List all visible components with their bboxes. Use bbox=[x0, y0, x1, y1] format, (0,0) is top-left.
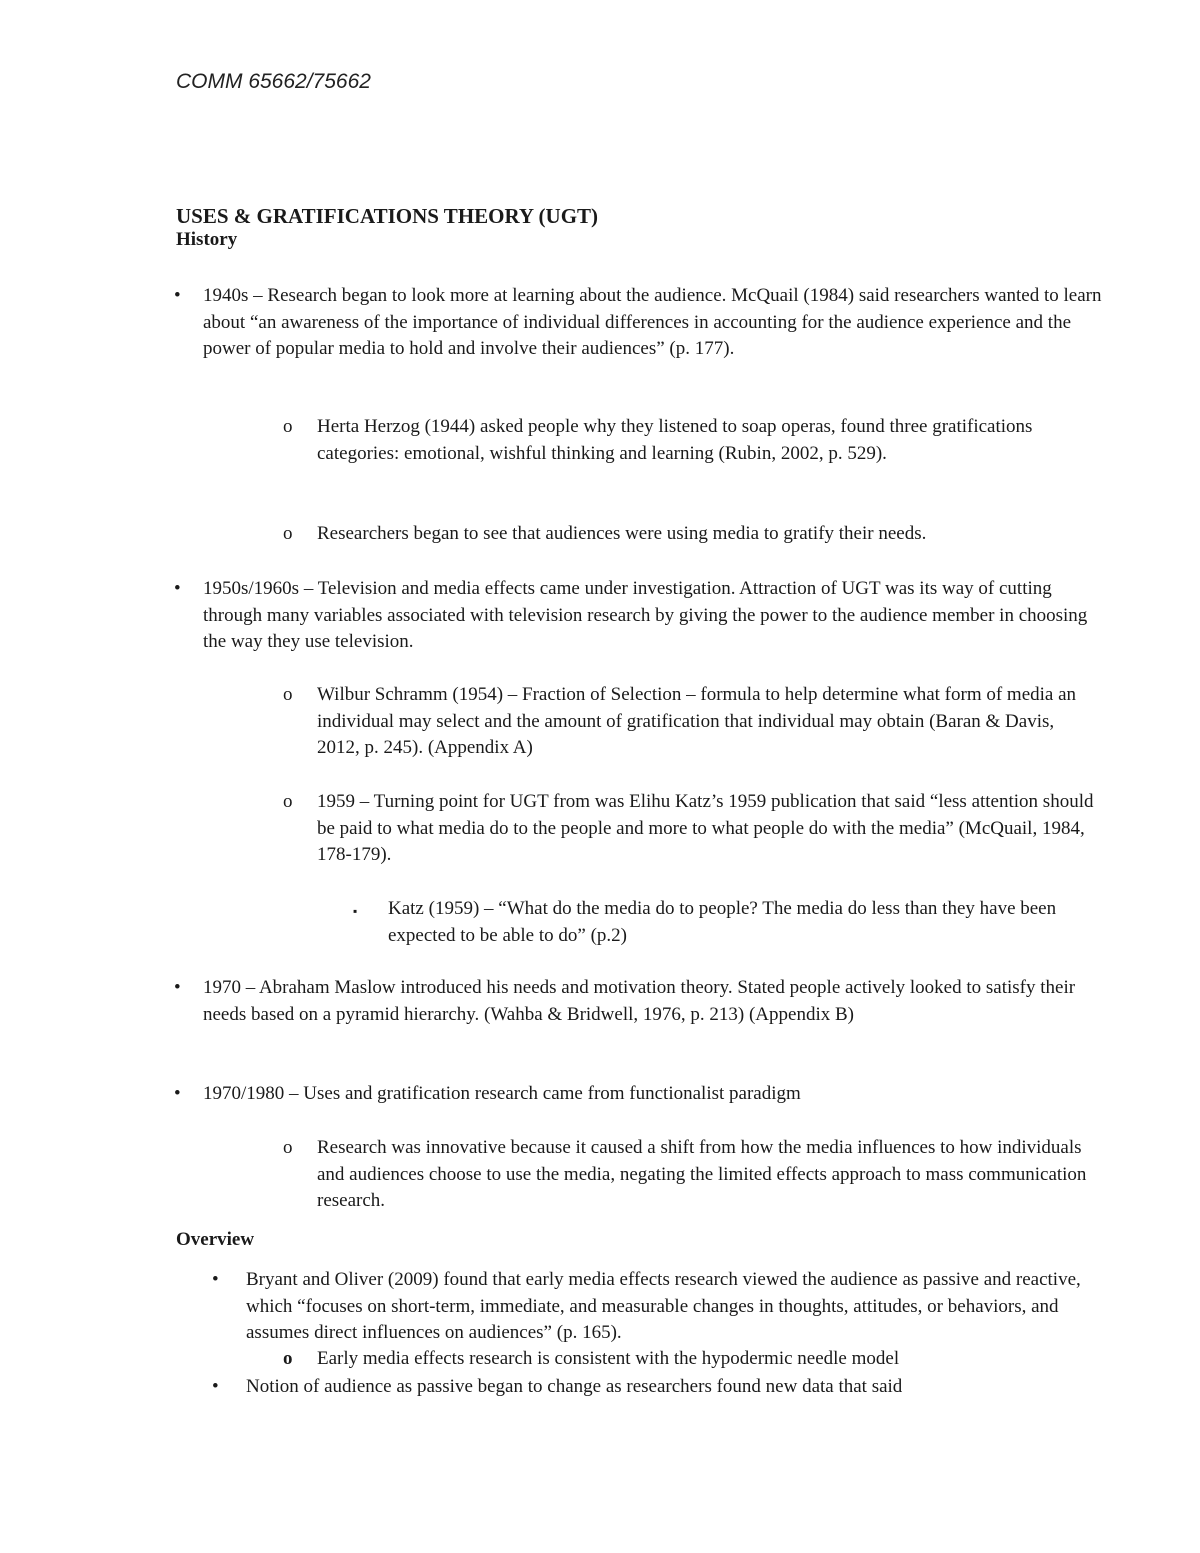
bullet-marker: • bbox=[212, 1376, 219, 1397]
list-item: Notion of audience as passive began to change as researchers found new data that said bbox=[246, 1376, 903, 1397]
list-item: Researchers began to see that audiences were using media to gratify their needs. bbox=[317, 523, 927, 544]
list-item: 1940s – Research began to look more at learning about the audience. McQuail (1984) said researchers wanted to learn about “an awareness of the importance of individual differences in accounting for the audience experience and the power of popular media to hold and involve their audiences” (p. 177). bbox=[203, 285, 1102, 359]
sub-bullet-marker: o bbox=[283, 1137, 293, 1158]
list-item: Katz (1959) – “What do the media do to people? The media do less than they have been expected to be able to do” (p.2) bbox=[388, 898, 1057, 946]
sub-bullet-marker: o bbox=[283, 791, 293, 812]
bullet-marker: • bbox=[212, 1269, 219, 1290]
sub-bullet-marker: o bbox=[283, 523, 293, 544]
list-item: 1970 – Abraham Maslow introduced his needs and motivation theory. Stated people actively looked to satisfy their needs based on a pyramid hierarchy. (Wahba & Bridwell, 1976, p. 213) (Appendix B) bbox=[203, 977, 1076, 1025]
list-item: Herta Herzog (1944) asked people why they listened to soap operas, found three gratifications categories: emotional, wishful thinking and learning (Rubin, 2002, p. 529). bbox=[317, 416, 1033, 464]
list-item: Bryant and Oliver (2009) found that early media effects research viewed the audience as passive and reactive, which “focuses on short-term, immediate, and measurable changes in thoughts, attitudes, or behaviors, and assumes direct influences on audiences” (p. 165). bbox=[246, 1269, 1081, 1343]
list-item: 1950s/1960s – Television and media effects came under investigation. Attraction of UGT was its way of cutting through many variables associated with television research by giving the power to the audience member in choosing the way they use television. bbox=[203, 578, 1088, 652]
list-item: Early media effects research is consistent with the hypodermic needle model bbox=[317, 1348, 900, 1369]
bullet-marker: • bbox=[174, 285, 181, 306]
sub-bullet-marker: o bbox=[283, 416, 293, 437]
bullet-marker: • bbox=[174, 578, 181, 599]
course-header: COMM 65662/75662 bbox=[176, 70, 371, 93]
bullet-marker: • bbox=[174, 1083, 181, 1104]
sub-bullet-marker: o bbox=[283, 684, 293, 705]
list-item: Wilbur Schramm (1954) – Fraction of Selection – formula to help determine what form of media an individual may select and the amount of gratification that individual may obtain (Baran & Davis, 2012, p. 245). (Appendix A) bbox=[317, 684, 1077, 758]
list-item: 1970/1980 – Uses and gratification research came from functionalist paradigm bbox=[203, 1083, 801, 1104]
document-title: USES & GRATIFICATIONS THEORY (UGT) bbox=[176, 204, 599, 228]
list-item: 1959 – Turning point for UGT from was Elihu Katz’s 1959 publication that said “less attention should be paid to what media do to the people and more to what people do with the media” (McQuail, 1984, 178-179). bbox=[317, 791, 1094, 865]
sub-sub-bullet-marker: ▪ bbox=[353, 904, 358, 918]
list-item: Research was innovative because it caused a shift from how the media influences to how individuals and audiences choose to use the media, negating the limited effects approach to mass communication research. bbox=[317, 1137, 1087, 1211]
bullet-marker: • bbox=[174, 977, 181, 998]
section-heading-history: History bbox=[176, 229, 238, 250]
section-heading-overview: Overview bbox=[176, 1229, 255, 1250]
sub-bullet-marker: o bbox=[283, 1348, 293, 1369]
